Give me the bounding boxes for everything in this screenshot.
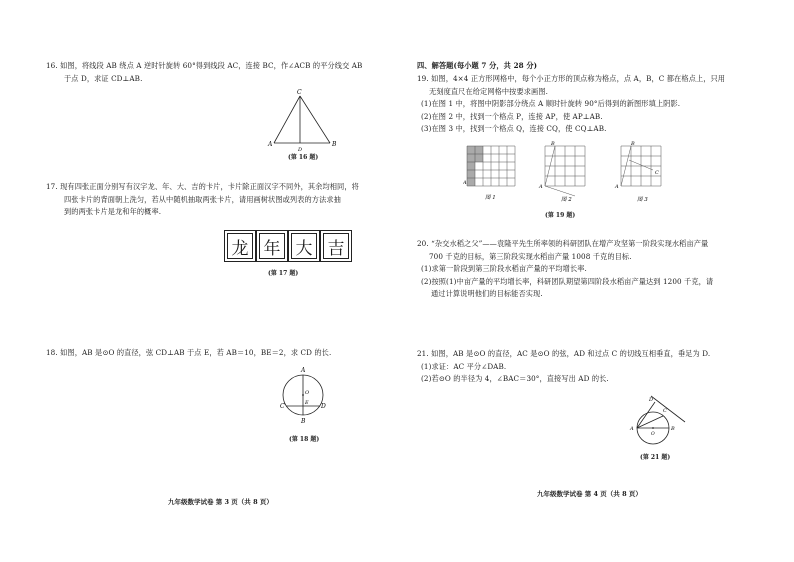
q16-label-d: D xyxy=(298,147,303,153)
q16-line1: 16. 如图，将线段 AB 绕点 A 逆时针旋转 60°得到线段 AC，连接 BC，作∠ACB 的平分线交 AB xyxy=(46,61,363,70)
question-16 xyxy=(46,60,386,85)
q21-item1: (1)求证：AC 平分∠DAB. xyxy=(421,361,507,371)
q16-label-c: C xyxy=(297,89,302,96)
q19-fig2-label-b: B xyxy=(551,141,555,147)
right-footer: 九年级数学试卷 第 4 页（共 8 页） xyxy=(537,490,642,498)
q21-caption: (第 21 题) xyxy=(640,454,671,461)
q19-item1: (1)在图 1 中，将图中阴影部分绕点 A 顺时针旋转 90°后得到的新图形填上阴影. xyxy=(421,99,681,108)
q17-line2: 四张卡片的背面朝上洗匀，若从中随机抽取两张卡片，请用画树状图或列表的方法求抽 xyxy=(64,194,341,204)
q19-item3: (3)在图 3 中，找到一个格点 Q，连接 CQ，使 CQ⊥AB. xyxy=(421,124,607,133)
q21-label-o: O xyxy=(651,432,655,437)
q19-figure-1 xyxy=(463,144,517,202)
q20-item1: (1)求第一阶段到第三阶段水稻亩产量的平均增长率. xyxy=(421,264,587,273)
q21-label-a: A xyxy=(630,426,634,432)
question-21 xyxy=(417,348,782,386)
q20-item2b: 通过计算说明他们的目标能否实现. xyxy=(431,289,543,298)
q16-label-a: A xyxy=(268,141,273,148)
q19-fig2-caption: 图 2 xyxy=(561,197,572,202)
q18-line1: 18. 如图，AB 是⊙O 的直径，弦 CD⊥AB 于点 E，若 AB＝10，BE＝2，求 CD 的长. xyxy=(46,348,332,357)
q19-item2: (2)在图 2 中，找到一个格点 P，连接 AP，使 AP⊥AB. xyxy=(421,111,603,121)
q20-line1: 20. “杂交水稻之父”——袁隆平先生所率领的科研团队在增产攻坚第一阶段实现水稻亩产量 xyxy=(417,239,709,248)
q20-item2: (2)按照(1)中亩产量的平均增长率，科研团队期望第四阶段水稻亩产量达到 1200 千克，请 xyxy=(421,276,714,286)
card-da: 大 xyxy=(291,233,317,259)
q19-figure-3 xyxy=(613,140,673,202)
q21-figure xyxy=(625,390,695,448)
question-19 xyxy=(417,73,777,136)
q21-label-d: D xyxy=(649,397,654,403)
q16-label-b: B xyxy=(332,141,337,148)
card-long: 龙 xyxy=(227,233,253,259)
question-18 xyxy=(46,347,386,360)
q17-line3: 到的两张卡片是龙和年的概率. xyxy=(64,207,162,216)
q18-label-o: O xyxy=(305,390,310,396)
q18-label-c: C xyxy=(280,403,285,410)
card-ji: 吉 xyxy=(323,233,349,259)
q19-figure-2 xyxy=(537,140,595,202)
q18-caption: (第 18 题) xyxy=(289,436,320,443)
q19-line1: 19. 如图，4×4 正方形网格中，每个小正方形的顶点称为格点，点 A，B，C 都在格点上，只用 xyxy=(417,74,726,83)
q19-fig3-label-c: C xyxy=(655,170,659,176)
q18-label-e: E xyxy=(305,400,309,406)
q21-label-b: B xyxy=(671,426,675,432)
left-footer: 九年级数学试卷 第 3 页（共 8 页） xyxy=(168,498,273,506)
card-nian: 年 xyxy=(259,233,285,259)
q19-fig2-label-a: A xyxy=(539,184,543,190)
q18-label-b: B xyxy=(301,418,306,425)
q18-label-d: D xyxy=(321,403,326,410)
q19-line2: 无刻度直尺在给定网格中按要求画图. xyxy=(429,86,548,96)
q16-caption: (第 16 题) xyxy=(288,154,319,161)
q18-label-a: A xyxy=(301,367,306,374)
q19-fig3-caption: 图 3 xyxy=(637,197,648,202)
q17-line1: 17. 现有四张正面分别写有汉字龙、年、大、吉的卡片，卡片除正面汉字不同外，其余均相同，将 xyxy=(46,182,359,191)
q19-fig3-label-a: A xyxy=(615,184,619,190)
q21-item2: (2)若⊙O 的半径为 4，∠BAC＝30°，直接写出 AD 的长. xyxy=(421,374,609,383)
q19-fig1-caption: 图 1 xyxy=(485,195,496,201)
q19-caption: (第 19 题) xyxy=(545,212,576,219)
q16-figure xyxy=(258,88,348,156)
right-page xyxy=(397,0,794,562)
q18-figure xyxy=(278,362,328,430)
q20-line2: 700 千克的目标，第三阶段实现水稻亩产量 1008 千克的目标. xyxy=(429,251,632,261)
question-17 xyxy=(46,181,391,219)
q17-caption: (第 17 题) xyxy=(268,270,299,277)
section-heading: 四、解答题(每小题 7 分，共 28 分) xyxy=(417,61,538,70)
q19-fig3-label-b: B xyxy=(631,141,635,147)
q16-line2: 于点 D，求证 CD⊥AB. xyxy=(64,73,143,83)
q21-line1: 21. 如图，AB 是⊙O 的直径，AC 是⊙O 的弦，AD 和过点 C 的切线互相垂直，垂足为 D. xyxy=(417,349,711,358)
q21-label-c: C xyxy=(663,408,667,414)
question-20 xyxy=(417,238,782,301)
q19-fig1-label-a: A xyxy=(463,180,467,186)
